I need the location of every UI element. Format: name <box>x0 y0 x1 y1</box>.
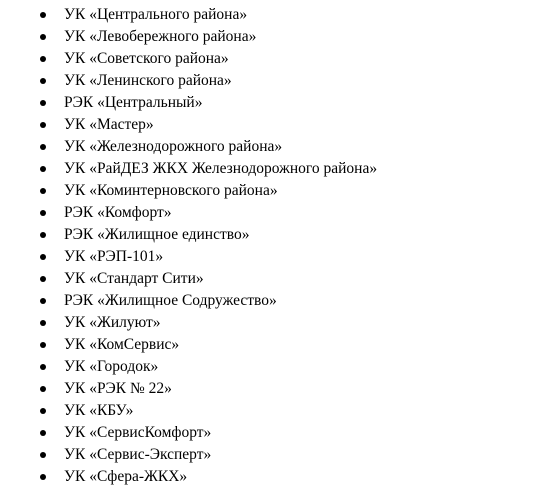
bullet-icon <box>40 122 46 128</box>
list-item-text: РЭК «Комфорт» <box>64 204 172 221</box>
bullet-icon <box>40 254 46 260</box>
list-item <box>0 136 550 158</box>
bullet-icon <box>40 452 46 458</box>
bullet-icon <box>40 56 46 62</box>
bullet-icon <box>40 430 46 436</box>
list-item <box>0 26 550 48</box>
list-item <box>0 378 550 400</box>
bullet-icon <box>40 276 46 282</box>
bullet-icon <box>40 166 46 172</box>
list-item <box>0 92 550 114</box>
bullet-icon <box>40 188 46 194</box>
bullet-icon <box>40 408 46 414</box>
organization-list <box>0 4 550 488</box>
list-item-text: УК «Советского района» <box>64 50 229 67</box>
list-item <box>0 444 550 466</box>
list-item-text: УК «Стандарт Сити» <box>64 270 204 287</box>
list-item-text: УК «Мастер» <box>64 116 154 133</box>
list-item <box>0 246 550 268</box>
list-item <box>0 180 550 202</box>
bullet-icon <box>40 232 46 238</box>
list-item-text: РЭК «Жилищное Содружество» <box>64 292 277 309</box>
list-item-text: УК «РЭК № 22» <box>64 380 172 397</box>
bullet-icon <box>40 386 46 392</box>
list-item <box>0 466 550 488</box>
list-item <box>0 334 550 356</box>
list-item-text: УК «СервисКомфорт» <box>64 424 212 441</box>
list-item-text: УК «Жилуют» <box>64 314 161 331</box>
list-item-text: УК «КБУ» <box>64 402 134 419</box>
list-item <box>0 422 550 444</box>
bullet-icon <box>40 144 46 150</box>
list-item-text: УК «РайДЕЗ ЖКХ Железнодорожного района» <box>64 160 378 177</box>
bullet-icon <box>40 34 46 40</box>
list-item-text: УК «РЭП-101» <box>64 248 164 265</box>
bullet-icon <box>40 210 46 216</box>
bullet-icon <box>40 100 46 106</box>
bullet-icon <box>40 474 46 480</box>
list-item <box>0 202 550 224</box>
list-item <box>0 114 550 136</box>
list-item <box>0 224 550 246</box>
list-item-text: РЭК «Центральный» <box>64 94 203 111</box>
list-item-text: УК «КомСервис» <box>64 336 180 353</box>
bullet-icon <box>40 12 46 18</box>
list-item-text: РЭК «Жилищное единство» <box>64 226 250 243</box>
list-item-text: УК «Городок» <box>64 358 159 375</box>
bullet-icon <box>40 78 46 84</box>
bullet-icon <box>40 320 46 326</box>
list-item-text: УК «Сервис-Эксперт» <box>64 446 212 463</box>
list-item <box>0 4 550 26</box>
list-item-text: УК «Ленинского района» <box>64 72 232 89</box>
list-item <box>0 48 550 70</box>
list-item-text: УК «Левобережного района» <box>64 28 257 45</box>
list-item-text: УК «Железнодорожного района» <box>64 138 283 155</box>
bullet-icon <box>40 364 46 370</box>
list-item <box>0 312 550 334</box>
list-item <box>0 356 550 378</box>
list-item <box>0 70 550 92</box>
list-item-text: УК «Коминтерновского района» <box>64 182 278 199</box>
list-item <box>0 290 550 312</box>
bullet-icon <box>40 298 46 304</box>
list-item-text: УК «Сфера-ЖКХ» <box>64 468 188 485</box>
list-item <box>0 158 550 180</box>
bullet-icon <box>40 342 46 348</box>
list-item <box>0 268 550 290</box>
list-item <box>0 400 550 422</box>
list-item-text: УК «Центрального района» <box>64 6 248 23</box>
document-page <box>0 4 550 488</box>
